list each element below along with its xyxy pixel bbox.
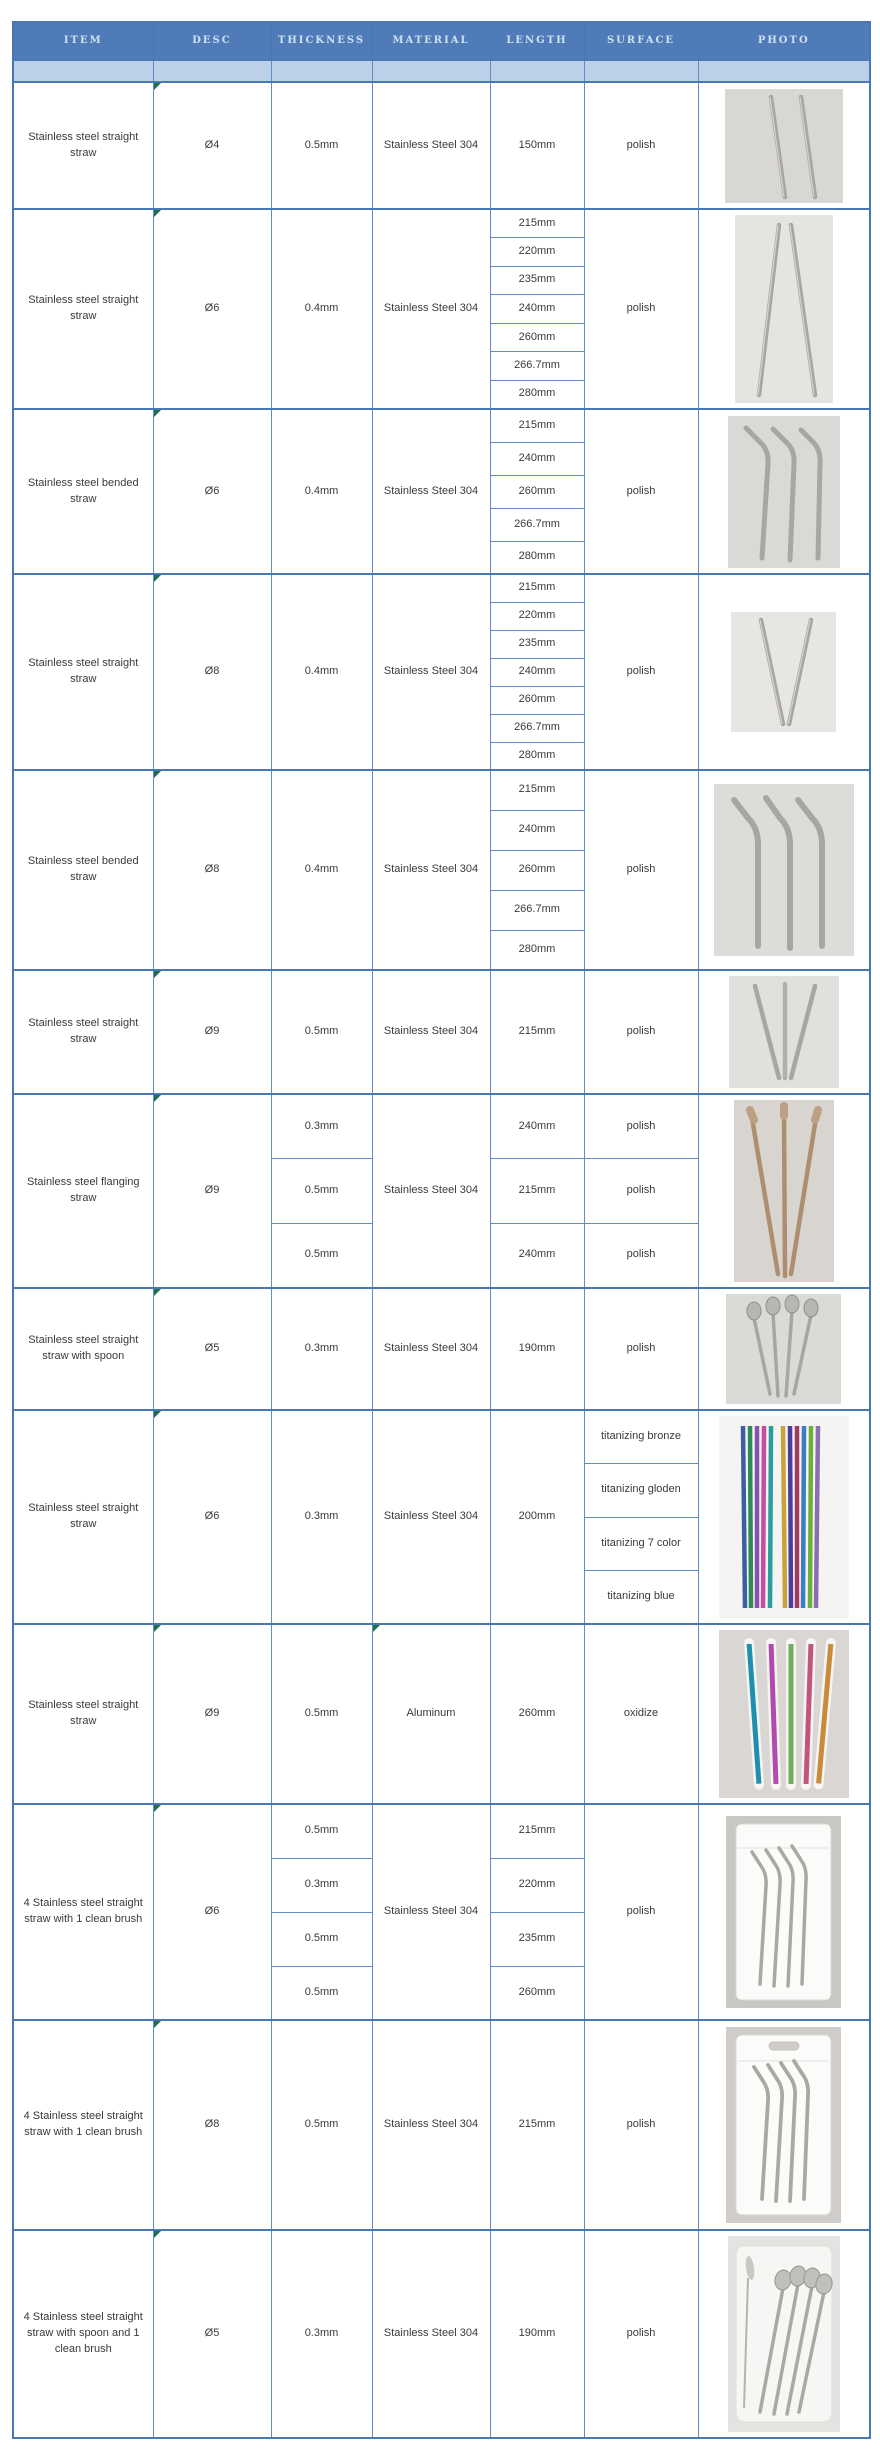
length-cell [490, 409, 584, 442]
product-photo [728, 2236, 840, 2432]
table-row [13, 209, 870, 238]
desc-text: Ø8 [204, 863, 220, 876]
product-photo [719, 1630, 849, 1798]
thickness-cell [271, 1624, 372, 1804]
desc-text: Ø8 [204, 2118, 220, 2131]
material-text: Stainless Steel 304 [383, 1905, 479, 1918]
desc-text: Ø9 [204, 1025, 220, 1038]
surface-cell [584, 1223, 698, 1288]
length-cell [490, 970, 584, 1094]
length-text: 280mm [518, 748, 556, 761]
photo-cell [698, 209, 870, 409]
subheader-cell [698, 60, 870, 82]
surface-cell [584, 1159, 698, 1224]
desc-cell [153, 409, 271, 574]
length-cell [490, 1094, 584, 1159]
length-cell [490, 574, 584, 602]
photo-cell [698, 2230, 870, 2438]
item-cell [13, 2020, 153, 2230]
material-text: Stainless Steel 304 [383, 302, 479, 315]
surface-cell [584, 2020, 698, 2230]
surface-text: polish [626, 484, 656, 497]
col-header-item: ITEM [13, 22, 153, 60]
material-text: Stainless Steel 304 [383, 484, 479, 497]
length-text: 215mm [518, 581, 556, 594]
comment-marker-icon [154, 83, 161, 90]
length-text: 280mm [518, 942, 556, 955]
length-cell [490, 380, 584, 409]
length-cell [490, 295, 584, 324]
thickness-cell [271, 1094, 372, 1159]
thickness-cell [271, 970, 372, 1094]
desc-text: Ø6 [204, 302, 220, 315]
surface-text: polish [626, 2118, 656, 2131]
material-cell [372, 2230, 490, 2438]
surface-text: polish [626, 138, 656, 151]
thickness-text: 0.5mm [304, 1248, 339, 1261]
surface-text: polish [626, 665, 656, 678]
surface-cell [584, 82, 698, 209]
col-header-desc: DESC [153, 22, 271, 60]
length-text: 240mm [518, 302, 556, 314]
length-text: 240mm [518, 823, 556, 836]
length-text: 240mm [518, 1248, 556, 1261]
photo-cell [698, 409, 870, 574]
table-row [13, 1288, 870, 1410]
desc-cell [153, 2230, 271, 2438]
table-row [13, 2020, 870, 2230]
desc-cell [153, 2020, 271, 2230]
photo-cell [698, 1410, 870, 1624]
desc-text: Ø6 [204, 1905, 220, 1918]
material-text: Stainless Steel 304 [383, 863, 479, 876]
item-text: Stainless steel straight straw [28, 294, 139, 322]
item-cell [13, 970, 153, 1094]
length-text: 220mm [518, 609, 556, 622]
thickness-text: 0.3mm [304, 1510, 339, 1523]
photo-cell [698, 1288, 870, 1410]
length-cell [490, 442, 584, 475]
desc-text: Ø9 [204, 1707, 220, 1720]
item-cell [13, 1094, 153, 1288]
length-text: 215mm [518, 1184, 556, 1197]
length-cell [490, 890, 584, 930]
length-text: 190mm [518, 1342, 556, 1355]
item-text: Stainless steel bended straw [27, 855, 139, 883]
length-text: 260mm [518, 484, 556, 497]
product-photo [725, 89, 843, 203]
thickness-text: 0.4mm [304, 302, 339, 315]
desc-cell [153, 1804, 271, 2020]
length-cell [490, 2020, 584, 2230]
length-text: 266.7mm [514, 721, 560, 734]
item-text: 4 Stainless steel straight straw with 1 clean brush [23, 1897, 143, 1925]
material-text: Stainless Steel 304 [383, 2118, 479, 2131]
item-text: Stainless steel bended straw [27, 476, 139, 505]
material-cell [372, 1624, 490, 1804]
comment-marker-icon [154, 410, 161, 417]
surface-cell [584, 1571, 698, 1625]
item-text: Stainless steel straight straw [28, 1502, 139, 1530]
length-cell [490, 714, 584, 742]
length-cell [490, 658, 584, 686]
surface-text: polish [626, 1184, 656, 1197]
surface-text: titanizing gloden [601, 1483, 681, 1496]
thickness-text: 0.4mm [304, 484, 339, 497]
material-cell [372, 1288, 490, 1410]
thickness-text: 0.3mm [304, 1119, 339, 1132]
material-text: Stainless Steel 304 [383, 2327, 479, 2340]
length-cell [490, 1159, 584, 1224]
photo-cell [698, 770, 870, 970]
thickness-cell [271, 2230, 372, 2438]
surface-cell [584, 770, 698, 970]
material-text: Stainless Steel 304 [383, 1510, 479, 1523]
length-cell [490, 810, 584, 850]
photo-cell [698, 1624, 870, 1804]
desc-text: Ø9 [204, 1184, 220, 1197]
desc-cell [153, 209, 271, 409]
col-header-material: MATERIAL [372, 22, 490, 60]
item-cell [13, 1410, 153, 1624]
table-row [13, 1410, 870, 1464]
length-text: 235mm [518, 637, 556, 650]
thickness-cell [271, 1858, 372, 1912]
surface-cell [584, 2230, 698, 2438]
surface-text: polish [626, 1025, 656, 1038]
item-text: 4 Stainless steel straight straw with spoon and 1 clean brush [23, 2311, 143, 2355]
photo-cell [698, 82, 870, 209]
length-cell [490, 266, 584, 295]
product-photo [726, 1816, 841, 2008]
desc-cell [153, 574, 271, 770]
surface-cell [584, 1464, 698, 1518]
item-cell [13, 209, 153, 409]
thickness-cell [271, 1966, 372, 2020]
surface-cell [584, 1410, 698, 1464]
material-cell [372, 209, 490, 409]
surface-text: polish [626, 1119, 656, 1132]
surface-cell [584, 1517, 698, 1571]
table-row [13, 82, 870, 209]
length-text: 260mm [518, 1707, 556, 1720]
material-text: Stainless Steel 304 [383, 1025, 479, 1038]
table-row [13, 2230, 870, 2438]
comment-marker-icon [154, 575, 161, 582]
length-text: 240mm [518, 665, 556, 678]
length-text: 215mm [518, 216, 556, 229]
material-cell [372, 409, 490, 574]
table-row [13, 1804, 870, 1858]
desc-cell [153, 770, 271, 970]
table-row [13, 1624, 870, 1804]
product-photo [735, 215, 833, 403]
material-cell [372, 1410, 490, 1624]
product-photo [726, 1294, 841, 1404]
material-text: Stainless Steel 304 [383, 1184, 479, 1197]
surface-cell [584, 209, 698, 409]
desc-text: Ø8 [204, 665, 220, 678]
length-text: 260mm [518, 693, 556, 706]
desc-cell [153, 1624, 271, 1804]
thickness-cell [271, 574, 372, 770]
desc-text: Ø6 [204, 1510, 220, 1523]
desc-cell [153, 1094, 271, 1288]
photo-cell [698, 1094, 870, 1288]
thickness-cell [271, 409, 372, 574]
table-row [13, 770, 870, 810]
col-header-length: LENGTH [490, 22, 584, 60]
length-text: 280mm [518, 387, 556, 400]
thickness-cell [271, 1804, 372, 1858]
surface-text: polish [626, 1342, 656, 1355]
thickness-text: 0.3mm [304, 1878, 339, 1891]
comment-marker-icon [154, 2231, 161, 2238]
item-text: 4 Stainless steel straight straw with 1 clean brush [23, 2110, 143, 2138]
comment-marker-icon [154, 210, 161, 217]
length-text: 215mm [518, 1824, 556, 1837]
length-cell [490, 352, 584, 381]
thickness-cell [271, 1288, 372, 1410]
desc-text: Ø5 [204, 2327, 220, 2340]
desc-text: Ø5 [204, 1342, 220, 1355]
product-photo [719, 1416, 849, 1618]
surface-cell [584, 574, 698, 770]
length-text: 215mm [518, 1025, 556, 1038]
length-text: 150mm [518, 138, 556, 151]
length-cell [490, 770, 584, 810]
length-text: 260mm [518, 863, 556, 876]
surface-text: titanizing bronze [600, 1430, 682, 1443]
subheader-row [13, 60, 870, 82]
length-cell [490, 508, 584, 541]
length-text: 235mm [518, 1932, 556, 1945]
surface-text: polish [626, 1248, 656, 1261]
thickness-text: 0.5mm [304, 1184, 339, 1197]
length-cell [490, 1858, 584, 1912]
comment-marker-icon [373, 1625, 380, 1632]
length-text: 266.7mm [514, 903, 560, 916]
comment-marker-icon [154, 971, 161, 978]
length-cell [490, 323, 584, 352]
length-cell [490, 850, 584, 890]
item-text: Stainless steel straight straw [28, 1017, 139, 1045]
subheader-cell [13, 60, 153, 82]
surface-cell [584, 970, 698, 1094]
material-cell [372, 770, 490, 970]
length-cell [490, 1966, 584, 2020]
length-cell [490, 1410, 584, 1624]
length-text: 266.7mm [514, 359, 560, 372]
thickness-text: 0.5mm [304, 2118, 339, 2131]
col-header-photo: PHOTO [698, 22, 870, 60]
subheader-cell [490, 60, 584, 82]
material-cell [372, 82, 490, 209]
item-text: Stainless steel straight straw [28, 1699, 139, 1727]
surface-text: polish [626, 863, 656, 876]
surface-text: titanizing blue [607, 1590, 675, 1603]
item-text: Stainless steel straight straw with spoon [28, 1334, 139, 1362]
item-cell [13, 1804, 153, 2020]
comment-marker-icon [154, 1095, 161, 1102]
photo-cell [698, 574, 870, 770]
length-text: 215mm [518, 783, 556, 796]
material-cell [372, 1094, 490, 1288]
surface-cell [584, 1804, 698, 2020]
photo-cell [698, 1804, 870, 2020]
item-cell [13, 2230, 153, 2438]
comment-marker-icon [154, 1289, 161, 1296]
thickness-text: 0.5mm [304, 1824, 339, 1837]
item-cell [13, 409, 153, 574]
subheader-cell [584, 60, 698, 82]
length-text: 220mm [518, 1878, 556, 1891]
thickness-cell [271, 2020, 372, 2230]
table-row [13, 1094, 870, 1159]
surface-text: titanizing 7 color [601, 1536, 681, 1549]
comment-marker-icon [154, 1411, 161, 1418]
material-text: Stainless Steel 304 [383, 138, 479, 151]
product-photo [728, 416, 840, 568]
surface-text: polish [626, 2327, 656, 2340]
length-text: 215mm [518, 2118, 556, 2131]
subheader-cell [153, 60, 271, 82]
thickness-cell [271, 1912, 372, 1966]
length-cell [490, 238, 584, 267]
length-text: 266.7mm [514, 517, 560, 530]
item-cell [13, 770, 153, 970]
comment-marker-icon [154, 2021, 161, 2028]
length-cell [490, 1804, 584, 1858]
thickness-cell [271, 1410, 372, 1624]
desc-cell [153, 970, 271, 1094]
length-text: 200mm [518, 1510, 556, 1523]
thickness-text: 0.5mm [304, 1985, 339, 1998]
material-cell [372, 1804, 490, 2020]
surface-text: oxidize [623, 1707, 659, 1720]
col-header-surface: SURFACE [584, 22, 698, 60]
thickness-text: 0.3mm [304, 2327, 339, 2340]
comment-marker-icon [154, 1805, 161, 1812]
comment-marker-icon [154, 1625, 161, 1632]
length-cell [490, 1912, 584, 1966]
desc-cell [153, 1410, 271, 1624]
thickness-cell [271, 1159, 372, 1224]
length-cell [490, 1288, 584, 1410]
length-cell [490, 475, 584, 508]
thickness-text: 0.5mm [304, 138, 339, 151]
material-text: Stainless Steel 304 [383, 665, 479, 678]
length-cell [490, 742, 584, 770]
product-photo [731, 612, 836, 732]
thickness-cell [271, 82, 372, 209]
material-text: Aluminum [406, 1707, 456, 1720]
thickness-cell [271, 209, 372, 409]
length-cell [490, 686, 584, 714]
product-photo [726, 2027, 841, 2223]
surface-cell [584, 1288, 698, 1410]
surface-text: polish [626, 302, 656, 315]
thickness-text: 0.5mm [304, 1707, 339, 1720]
length-text: 260mm [518, 330, 556, 343]
length-cell [490, 1223, 584, 1288]
length-text: 235mm [518, 273, 556, 286]
product-photo [729, 976, 839, 1088]
desc-text: Ø4 [204, 138, 220, 151]
material-cell [372, 574, 490, 770]
length-cell [490, 930, 584, 970]
length-text: 220mm [518, 244, 556, 257]
thickness-text: 0.5mm [304, 1932, 339, 1945]
length-text: 260mm [518, 1985, 556, 1998]
thickness-text: 0.5mm [304, 1025, 339, 1038]
product-photo [714, 784, 854, 956]
desc-cell [153, 82, 271, 209]
length-cell [490, 82, 584, 209]
length-cell [490, 602, 584, 630]
thickness-text: 0.4mm [304, 863, 339, 876]
material-text: Stainless Steel 304 [383, 1342, 479, 1355]
desc-text: Ø6 [204, 484, 220, 497]
subheader-cell [271, 60, 372, 82]
photo-cell [698, 2020, 870, 2230]
length-cell [490, 209, 584, 238]
item-text: Stainless steel flanging straw [26, 1176, 140, 1204]
thickness-text: 0.4mm [304, 665, 339, 678]
header-row [13, 22, 870, 60]
photo-cell [698, 970, 870, 1094]
material-cell [372, 970, 490, 1094]
length-cell [490, 630, 584, 658]
desc-cell [153, 1288, 271, 1410]
thickness-text: 0.3mm [304, 1342, 339, 1355]
length-text: 190mm [518, 2327, 556, 2340]
item-cell [13, 82, 153, 209]
item-cell [13, 574, 153, 770]
col-header-thickness: THICKNESS [271, 22, 372, 60]
item-text: Stainless steel straight straw [28, 130, 139, 159]
product-photo [734, 1100, 834, 1282]
item-cell [13, 1624, 153, 1804]
surface-cell [584, 409, 698, 574]
length-cell [490, 1624, 584, 1804]
material-cell [372, 2020, 490, 2230]
surface-cell [584, 1094, 698, 1159]
length-text: 240mm [518, 1119, 556, 1132]
table-row [13, 409, 870, 442]
length-cell [490, 541, 584, 574]
comment-marker-icon [154, 771, 161, 778]
length-text: 240mm [518, 451, 556, 464]
length-cell [490, 2230, 584, 2438]
thickness-cell [271, 770, 372, 970]
surface-text: polish [626, 1905, 656, 1918]
product-spec-table [12, 21, 871, 2439]
length-text: 215mm [518, 418, 556, 431]
length-text: 280mm [518, 550, 556, 563]
subheader-cell [372, 60, 490, 82]
item-cell [13, 1288, 153, 1410]
table-row [13, 574, 870, 602]
surface-cell [584, 1624, 698, 1804]
thickness-cell [271, 1223, 372, 1288]
item-text: Stainless steel straight straw [28, 657, 139, 685]
table-row [13, 970, 870, 1094]
